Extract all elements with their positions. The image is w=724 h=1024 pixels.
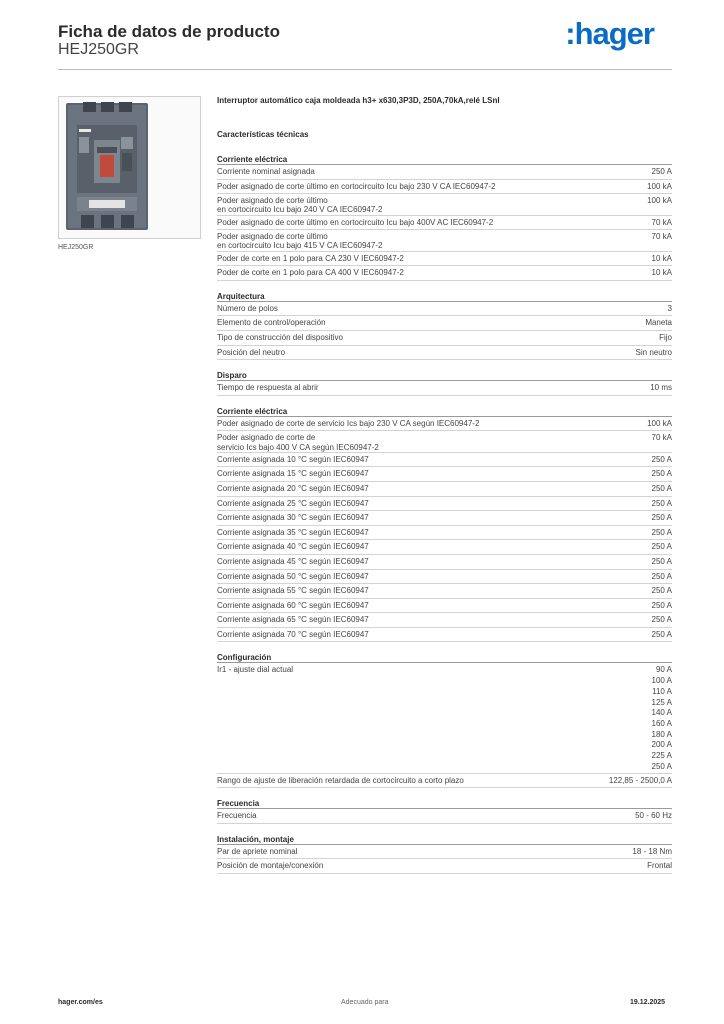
spec-value: 250 A xyxy=(651,498,672,508)
spec-value: 100 kA xyxy=(647,418,672,428)
spec-section xyxy=(217,652,672,788)
spec-row xyxy=(217,381,672,396)
spec-value: 10 kA xyxy=(651,268,672,278)
section-gap xyxy=(217,281,672,291)
spec-value: 250 A xyxy=(651,483,672,493)
section-title: Arquitectura xyxy=(217,291,672,302)
spec-label: Corriente asignada 10 °C según IEC60947 xyxy=(217,454,369,464)
spec-section xyxy=(217,406,672,643)
spec-row xyxy=(217,331,672,346)
spec-label: Poder asignado de corte último en cortocircuito Icu bajo 400V AC IEC60947-2 xyxy=(217,217,494,227)
spec-value: 70 kA xyxy=(651,433,672,443)
spec-section xyxy=(217,834,672,874)
page-header xyxy=(58,16,672,70)
spec-value: 100 kA xyxy=(647,181,672,191)
section-gap xyxy=(217,788,672,798)
spec-row xyxy=(217,180,672,195)
spec-section xyxy=(217,370,672,396)
spec-sections xyxy=(217,154,672,874)
spec-row xyxy=(217,266,672,281)
spec-label: Corriente asignada 40 °C según IEC60947 xyxy=(217,542,369,552)
spec-value: 100 kA xyxy=(647,196,672,206)
spec-row xyxy=(217,555,672,570)
spec-value: 70 kA xyxy=(651,217,672,227)
section-title: Frecuencia xyxy=(217,798,672,809)
spec-label: Corriente nominal asignada xyxy=(217,167,315,176)
spec-value: 70 kA xyxy=(651,232,672,242)
spec-row xyxy=(217,774,672,789)
spec-label: Posición de montaje/conexión xyxy=(217,861,324,871)
section-gap xyxy=(217,396,672,406)
spec-label: Rango de ajuste de liberación retardada de cortocircuito a corto plazo xyxy=(217,775,464,785)
spec-label: Corriente asignada 50 °C según IEC60947 xyxy=(217,571,369,581)
footer-suitable-for: Adecuado para xyxy=(341,999,389,1006)
hager-logo: :hager xyxy=(565,16,654,51)
spec-value: 250 A xyxy=(651,513,672,523)
section-gap xyxy=(217,824,672,834)
spec-label: Corriente asignada 65 °C según IEC60947 xyxy=(217,615,369,625)
spec-label: Poder asignado de corte de servicio Ics bajo 400 V CA según IEC60947-2 xyxy=(217,433,379,452)
spec-value: 250 A xyxy=(651,167,672,176)
section-title: Instalación, montaje xyxy=(217,834,672,845)
spec-value: 250 A xyxy=(651,556,672,566)
spec-label: Frecuencia xyxy=(217,811,257,821)
spec-row xyxy=(217,584,672,599)
spec-value: Sin neutro xyxy=(635,347,672,357)
spec-label: Poder asignado de corte de servicio Ics bajo 230 V CA según IEC60947-2 xyxy=(217,418,480,428)
spec-value: 90 A 100 A 110 A 125 A 140 A 160 A 180 A 200 A 225 A 250 A xyxy=(651,665,672,771)
spec-label: Poder de corte en 1 polo para CA 400 V IEC60947-2 xyxy=(217,268,404,278)
spec-row xyxy=(217,453,672,468)
spec-value: 10 kA xyxy=(651,253,672,263)
spec-label: Corriente asignada 15 °C según IEC60947 xyxy=(217,469,369,479)
spec-label: Corriente asignada 35 °C según IEC60947 xyxy=(217,527,369,537)
spec-section xyxy=(217,291,672,360)
spec-label: Corriente asignada 20 °C según IEC60947 xyxy=(217,483,369,493)
spec-label: Corriente asignada 55 °C según IEC60947 xyxy=(217,586,369,596)
spec-label: Corriente asignada 60 °C según IEC60947 xyxy=(217,600,369,610)
circuit-breaker-illustration xyxy=(59,97,200,238)
spec-label: Corriente asignada 45 °C según IEC60947 xyxy=(217,556,369,566)
spec-row xyxy=(217,497,672,512)
page-title: Ficha de datos de producto xyxy=(58,22,280,41)
section-gap xyxy=(217,642,672,652)
spec-label: Poder asignado de corte último en cortocircuito Icu bajo 230 V CA IEC60947-2 xyxy=(217,181,496,191)
spec-row xyxy=(217,663,672,773)
spec-value: 250 A xyxy=(651,542,672,552)
spec-label: Poder asignado de corte último en cortocircuito Icu bajo 415 V CA IEC60947-2 xyxy=(217,232,383,251)
spec-value: 250 A xyxy=(651,629,672,639)
spec-row xyxy=(217,417,672,432)
spec-label: Corriente asignada 70 °C según IEC60947 xyxy=(217,629,369,639)
spec-label: Par de apriete nominal xyxy=(217,846,298,856)
spec-value: 250 A xyxy=(651,615,672,625)
spec-row xyxy=(217,845,672,860)
spec-value: 10 ms xyxy=(650,383,672,393)
image-caption: HEJ250GR xyxy=(58,244,94,251)
spec-value: 122,85 - 2500,0 A xyxy=(608,775,672,785)
spec-value: 250 A xyxy=(651,586,672,596)
spec-value: 250 A xyxy=(651,600,672,610)
spec-row xyxy=(217,540,672,555)
spec-label: Ir1 - ajuste dial actual xyxy=(217,665,294,675)
header-divider xyxy=(58,69,672,70)
spec-label: Posición del neutro xyxy=(217,347,286,357)
spec-value: 250 A xyxy=(651,571,672,581)
spec-row xyxy=(217,230,672,251)
product-description: Interruptor automático caja moldeada h3+ x630,3P3D, 250A,70kA,relé LSnI xyxy=(217,96,500,105)
spec-row xyxy=(217,346,672,361)
spec-value: Frontal xyxy=(647,861,672,871)
spec-row xyxy=(217,252,672,267)
section-title: Configuración xyxy=(217,652,672,663)
spec-value: 250 A xyxy=(651,527,672,537)
spec-label: Corriente asignada 25 °C según IEC60947 xyxy=(217,498,369,508)
spec-label: Elemento de control/operación xyxy=(217,318,326,328)
spec-value: 250 A xyxy=(651,469,672,479)
footer-date: 19.12.2025 xyxy=(630,999,666,1006)
footer-website: hager.com/es xyxy=(58,999,103,1006)
spec-row xyxy=(217,302,672,317)
spec-value: 18 - 18 Nm xyxy=(632,846,672,856)
spec-row xyxy=(217,316,672,331)
spec-row xyxy=(217,194,672,215)
spec-section xyxy=(217,798,672,824)
product-code: HEJ250GR xyxy=(58,41,139,58)
spec-row xyxy=(217,431,672,452)
section-title: Corriente eléctrica xyxy=(217,154,672,165)
spec-row xyxy=(217,216,672,231)
spec-value: 250 A xyxy=(651,454,672,464)
spec-value: 3 xyxy=(667,303,672,313)
spec-row xyxy=(217,526,672,541)
spec-label: Poder de corte en 1 polo para CA 230 V IEC60947-2 xyxy=(217,253,404,263)
spec-label: Número de polos xyxy=(217,303,278,313)
spec-row xyxy=(217,482,672,497)
spec-row xyxy=(217,570,672,585)
section-gap xyxy=(217,360,672,370)
product-image xyxy=(58,96,201,239)
spec-label: Tipo de construcción del dispositivo xyxy=(217,332,343,342)
spec-row xyxy=(217,599,672,614)
spec-content xyxy=(217,96,672,874)
spec-row xyxy=(217,628,672,643)
spec-row xyxy=(217,809,672,824)
section-title: Disparo xyxy=(217,370,672,381)
spec-label: Corriente asignada 30 °C según IEC60947 xyxy=(217,513,369,523)
tech-heading: Características técnicas xyxy=(217,130,309,139)
spec-value: 50 - 60 Hz xyxy=(635,811,672,821)
spec-label: Tiempo de respuesta al abrir xyxy=(217,383,319,393)
section-title: Corriente eléctrica xyxy=(217,406,672,417)
spec-section xyxy=(217,154,672,281)
spec-row xyxy=(217,613,672,628)
spec-label: Poder asignado de corte último en cortocircuito Icu bajo 240 V CA IEC60947-2 xyxy=(217,196,383,215)
spec-value: Fijo xyxy=(659,332,672,342)
spec-row xyxy=(217,165,672,180)
spec-row xyxy=(217,511,672,526)
spec-row xyxy=(217,467,672,482)
spec-row xyxy=(217,859,672,874)
spec-value: Maneta xyxy=(645,318,672,328)
